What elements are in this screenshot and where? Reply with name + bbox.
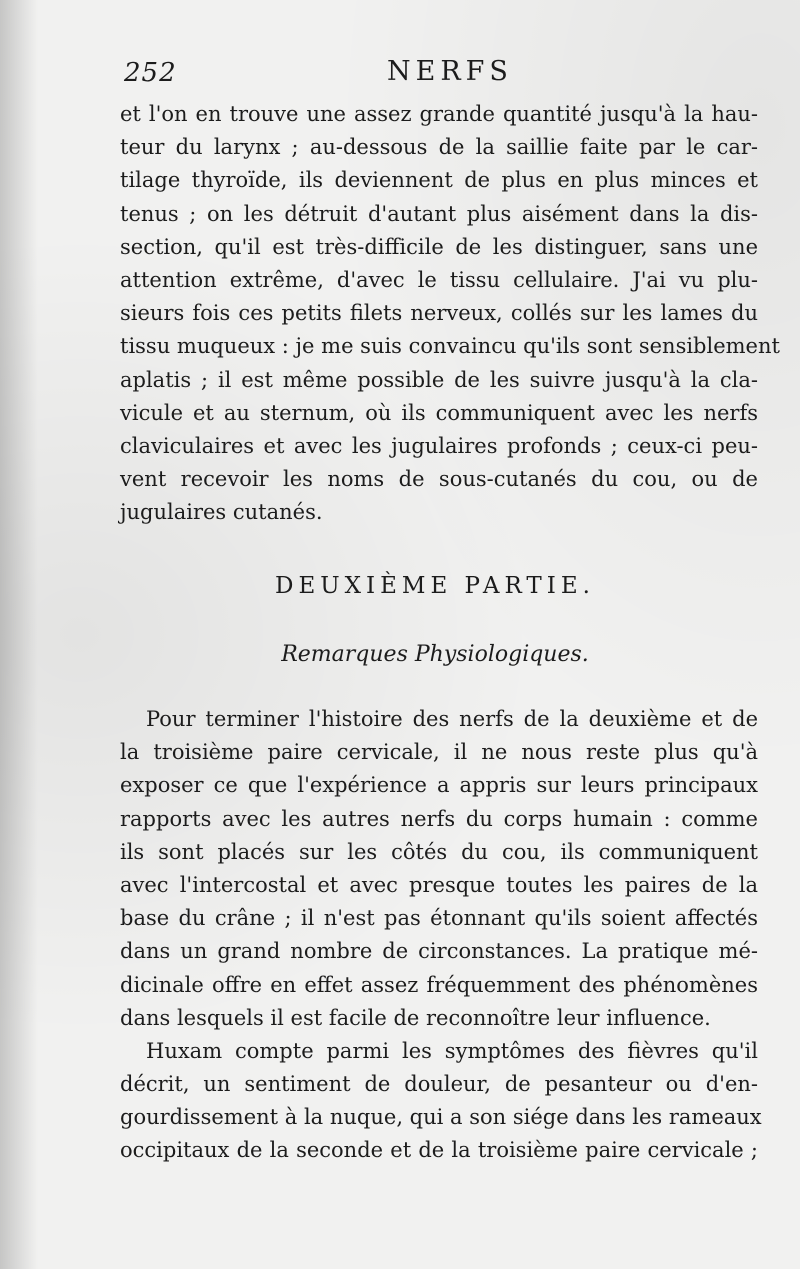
text-line: Huxam compte parmi les symptômes des fièvres qu'il <box>146 1038 758 1063</box>
text-line: occipitaux de la seconde et de la troisième paire cervicale ; <box>120 1138 758 1163</box>
text-line: gourdissement à la nuque, qui a son siége dans les rameaux <box>120 1105 762 1130</box>
binding-shadow <box>0 0 38 1269</box>
text-line: sieurs fois ces petits filets nerveux, collés sur les lames du <box>120 301 758 326</box>
section-title: DEUXIÈME PARTIE. <box>275 573 595 599</box>
text-line: vent recevoir les noms de sous-cutanés du cou, ou de <box>120 467 758 492</box>
text-line: section, qu'il est très-difficile de les distinguer, sans une <box>120 234 758 259</box>
running-head <box>124 56 764 90</box>
text-line: et l'on en trouve une assez grande quantité jusqu'à la hau- <box>120 102 758 126</box>
text-line: rapports avec les autres nerfs du corps humain : comme <box>120 806 758 831</box>
text-line: exposer ce que l'expérience a appris sur leurs principaux <box>120 773 758 798</box>
text-line: claviculaires et avec les jugulaires profonds ; ceux-ci peu- <box>120 433 758 458</box>
running-title: NERFS <box>387 56 513 87</box>
text-line: ils sont placés sur les côtés du cou, ils communiquent <box>120 839 758 864</box>
text-line: attention extrême, d'avec le tissu cellulaire. J'ai vu plu- <box>120 267 758 292</box>
text-line: Pour terminer l'histoire des nerfs de la deuxième et de <box>146 707 758 731</box>
text-line: tenus ; on les détruit d'autant plus aisément dans la dis- <box>120 201 758 226</box>
text-line: teur du larynx ; au-dessous de la saillie faite par le car- <box>120 135 758 160</box>
paragraph-2-3 <box>120 703 762 1168</box>
text-line: dans lesquels il est facile de reconnoître leur influence. <box>120 1005 711 1030</box>
text-line: la troisième paire cervicale, il ne nous reste plus qu'à <box>120 740 758 765</box>
text-line: vicule et au sternum, où ils communiquent avec les nerfs <box>120 400 758 425</box>
text-line: jugulaires cutanés. <box>120 500 323 525</box>
text-line: aplatis ; il est même possible de les suivre jusqu'à la cla- <box>120 367 758 392</box>
text-line: dans un grand nombre de circonstances. La pratique mé- <box>120 939 758 964</box>
page-number: 252 <box>124 58 177 88</box>
section-subtitle: Remarques Physiologiques. <box>281 642 589 667</box>
paragraph-1 <box>120 98 780 529</box>
text-line: avec l'intercostal et avec presque toutes les paires de la <box>120 872 758 897</box>
text-line: base du crâne ; il n'est pas étonnant qu'ils soient affectés <box>120 906 758 931</box>
text-line: tissu muqueux : je me suis convaincu qu'ils sont sensiblement <box>120 334 780 359</box>
text-line: dicinale offre en effet assez fréquemment des phénomènes <box>120 972 758 997</box>
text-line: décrit, un sentiment de douleur, de pesanteur ou d'en- <box>120 1072 758 1097</box>
text-line: tilage thyroïde, ils deviennent de plus en plus minces et <box>120 168 758 193</box>
